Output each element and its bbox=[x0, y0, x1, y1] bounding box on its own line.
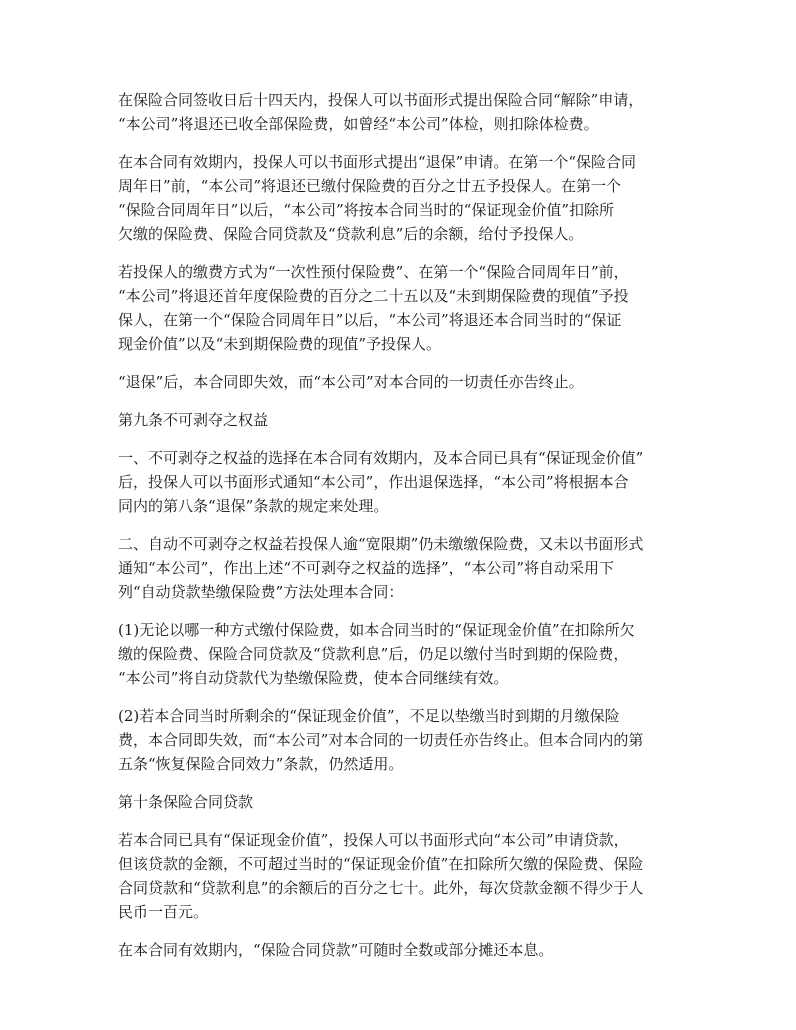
paragraph-policy-loan: 若本合同已具有“保证现金价值”，投保人可以书面形式向“本公司”申请贷款， 但该贷款的金额，不可超过当时的“保证现金价值”在扣除所欠缴的保险费、保险 合同贷款和“贷款利息”的余额后的百分之七十。此外，每次贷款金额不得少于人 民币一百元。 bbox=[118, 831, 644, 921]
section-heading-article-10: 第十条保险合同贷款 bbox=[118, 793, 254, 811]
paragraph-surrender-request: 在本合同有效期内，投保人可以书面形式提出“退保”申请。在第一个“保险合同 周年日”前，“本公司”将退还已缴付保险费的百分之廿五予投保人。在第一个 “保险合同周年日”以后，“本公司”将按本合同当时的“保证现金价值”扣除所 欠缴的保险费、保险合同贷款及“贷款利息”后的余额，给付予投保人。 bbox=[118, 153, 637, 243]
paragraph-automatic-nonforfeiture: 二、自动不可剥夺之权益若投保人逾“宽限期”仍未缴缴保险费，又未以书面形式 通知“本公司”，作出上述“不可剥夺之权益的选择”，“本公司”将自动采用下 列“自动贷款垫缴保险费”方法处理本合同： bbox=[118, 535, 644, 601]
document-page bbox=[118, 88, 680, 976]
paragraph-single-premium-surrender: 若投保人的缴费方式为“一次性预付保险费”、在第一个“保险合同周年日”前， “本公司”将退还首年度保险费的百分之二十五以及“未到期保险费的现值”予投 保人，在第一个“保险合同周年日”以后，“本公司”将退还本合同当时的“保证 现金价值”以及“未到期保险费的现值”予投保人。 bbox=[118, 263, 629, 353]
paragraph-item-2: (2)若本合同当时所剩余的“保证现金价值”，不足以垫缴当时到期的月缴保险 费，本合同即失效，而“本公司”对本合同的一切责任亦告终止。但本合同内的第 五条“恢复保险合同效力”条款，仍然适用。 bbox=[118, 707, 644, 773]
section-heading-article-9: 第九条不可剥夺之权益 bbox=[118, 411, 269, 429]
paragraph-rescission: 在保险合同签收日后十四天内，投保人可以书面形式提出保险合同“解除”申请， “本公司”将退还已收全部保险费，如曾经“本公司”体检，则扣除体检费。 bbox=[118, 91, 644, 133]
paragraph-surrender-effect: “退保”后，本合同即失效，而“本公司”对本合同的一切责任亦告终止。 bbox=[118, 373, 584, 391]
paragraph-item-1: (1)无论以哪一种方式缴付保险费，如本合同当时的“保证现金价值”在扣除所欠 缴的保险费、保险合同贷款及“贷款利息”后，仍足以缴付当时到期的保险费， “本公司”将自动贷款代为垫缴保险费，使本合同继续有效。 bbox=[118, 621, 635, 687]
paragraph-loan-repayment: 在本合同有效期内，“保险合同贷款”可随时全数或部分摊还本息。 bbox=[118, 941, 554, 959]
paragraph-nonforfeiture-option: 一、不可剥夺之权益的选择在本合同有效期内，及本合同已具有“保证现金价值” 后，投保人可以书面形式通知“本公司”，作出退保选择，“本公司”将根据本合 同内的第八条“退保”条款的规定来处理。 bbox=[118, 449, 644, 515]
